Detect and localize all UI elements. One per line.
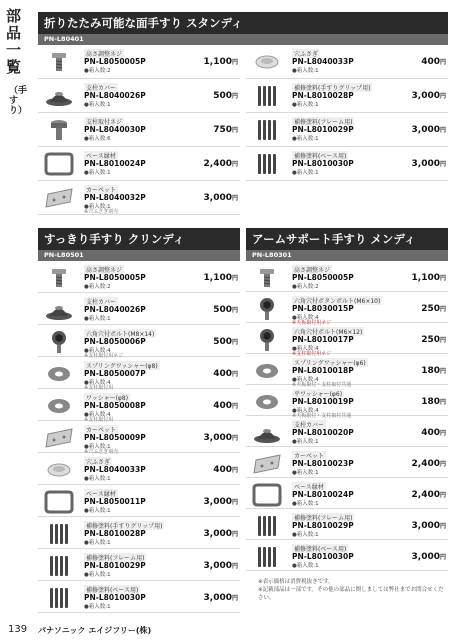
part-code: PN-L8050007P	[84, 369, 146, 378]
part-price	[213, 465, 238, 475]
part-price	[213, 91, 238, 101]
part-category: 支柱カバー	[294, 422, 325, 429]
part-category: 補修塗料(フレーム用)	[294, 119, 353, 126]
part-code: PN-L8050009P	[84, 433, 146, 442]
carpet-icon	[42, 186, 76, 210]
part-code: PN-L8010024P	[84, 159, 146, 168]
price-value: 400	[421, 428, 440, 438]
box-quantity: ●箱入数:1	[84, 476, 111, 482]
bolt-icon	[42, 118, 76, 142]
yen-unit: 円	[439, 161, 446, 168]
box-quantity: ●箱入数:2	[84, 284, 111, 290]
part-note: ※天板取付・支柱取付共通	[292, 413, 352, 419]
price-value: 400	[421, 57, 440, 67]
part-price	[204, 193, 238, 203]
box-quantity: ●箱入数:4	[84, 380, 111, 386]
part-row	[246, 263, 448, 292]
yen-unit: 円	[439, 127, 446, 134]
box-quantity: ●箱入数:1	[292, 470, 319, 476]
price-value: 3,000	[203, 561, 232, 571]
part-code: PN-L8010019P	[292, 397, 354, 406]
yen-unit: 円	[439, 93, 446, 100]
part-row	[246, 149, 448, 181]
part-price	[421, 57, 446, 67]
part-code: PN-L8040032P	[84, 193, 146, 202]
box-quantity: ●箱入数:1	[292, 532, 319, 538]
section-standy	[38, 12, 448, 45]
price-value: 3,000	[411, 552, 440, 562]
price-value: 400	[213, 401, 232, 411]
part-price	[213, 125, 238, 135]
part-category: カーペット	[294, 453, 325, 460]
yen-unit: 円	[439, 554, 446, 561]
price-value: 3,000	[411, 125, 440, 135]
section-code: PN-L80401	[38, 34, 448, 45]
screw-icon	[42, 266, 76, 290]
price-value: 3,000	[203, 433, 232, 443]
part-category: カーペット	[86, 187, 117, 194]
box-quantity: ●箱入数:1	[292, 439, 319, 445]
hex-bolt-icon	[250, 297, 284, 321]
paint-icon	[250, 118, 284, 142]
part-code: PN-L8010029P	[292, 521, 354, 530]
box-quantity: ●箱入数:4	[292, 346, 319, 352]
price-value: 3,000	[203, 497, 232, 507]
part-price	[213, 401, 238, 411]
part-row	[38, 359, 240, 389]
part-code: PN-L8010020P	[292, 428, 354, 437]
part-price	[421, 428, 446, 438]
box-quantity: ●箱入数:1	[292, 170, 319, 176]
part-price	[204, 159, 238, 169]
price-value: 3,000	[411, 91, 440, 101]
price-value: 250	[421, 335, 440, 345]
yen-unit: 円	[439, 275, 446, 282]
box-quantity: ●箱入数:1	[84, 508, 111, 514]
part-row	[246, 480, 448, 509]
part-row	[246, 387, 448, 419]
yen-unit: 円	[439, 368, 446, 375]
yen-unit: 円	[231, 59, 238, 66]
part-row	[38, 263, 240, 293]
part-note: ※支柱取付用ネジ	[84, 353, 124, 359]
box-quantity: ●箱入数:1	[84, 204, 111, 210]
price-value: 3,000	[203, 193, 232, 203]
part-category: 補修塗料(ベース用)	[294, 153, 347, 160]
part-price	[204, 497, 238, 507]
part-code: PN-L8010029P	[84, 561, 146, 570]
part-row	[38, 81, 240, 113]
box-quantity: ●箱入数:1	[84, 170, 111, 176]
box-quantity: ●箱入数:1	[84, 444, 111, 450]
washer-icon	[42, 394, 76, 418]
side-title: 部品一覧	[6, 7, 22, 76]
yen-unit: 円	[439, 523, 446, 530]
part-row	[38, 149, 240, 181]
box-quantity: ●箱入数:1	[84, 102, 111, 108]
yen-unit: 円	[231, 307, 238, 314]
part-code: PN-L8040033P	[292, 57, 354, 66]
yen-unit: 円	[231, 127, 238, 134]
price-value: 2,400	[203, 159, 232, 169]
part-category: 補修塗料(ベース用)	[86, 587, 139, 594]
price-value: 400	[213, 369, 232, 379]
box-quantity: ●箱入数:1	[292, 136, 319, 142]
part-category: 六角穴付ボルト(M6×12)	[294, 329, 363, 336]
part-row	[38, 487, 240, 517]
part-row	[246, 325, 448, 357]
price-value: 2,400	[411, 459, 440, 469]
part-code: PN-L8010024P	[292, 490, 354, 499]
part-row	[246, 418, 448, 447]
yen-unit: 円	[231, 595, 238, 602]
price-value: 180	[421, 366, 440, 376]
base-edge-icon	[250, 483, 284, 507]
part-category: 平ワッシャー(φ6)	[294, 391, 343, 398]
part-row	[38, 455, 240, 485]
yen-unit: 円	[231, 435, 238, 442]
part-category: 補修塗料(フレーム用)	[294, 515, 353, 522]
yen-unit: 円	[439, 430, 446, 437]
part-category: カーペット	[86, 427, 117, 434]
part-category: 穴ふさぎ	[294, 51, 319, 58]
part-row	[246, 511, 448, 540]
box-quantity: ●箱入数:4	[292, 377, 319, 383]
pole-cover-icon	[42, 298, 76, 322]
yen-unit: 円	[231, 195, 238, 202]
part-price	[421, 366, 446, 376]
part-note: ※天板取付用ネジ	[292, 320, 332, 326]
price-value: 3,000	[411, 159, 440, 169]
section-heading: すっきり手すり クリンディ	[38, 228, 240, 250]
part-price	[412, 459, 446, 469]
part-price	[213, 369, 238, 379]
footnote-2: ※記載部品は一部です。その他の部品に関しましては弊社までお問合せください。	[258, 587, 444, 601]
part-category: 補修塗料(フレーム用)	[86, 555, 145, 562]
pole-cover-icon	[42, 84, 76, 108]
washer-icon	[250, 359, 284, 383]
part-row	[38, 583, 240, 613]
washer-icon	[250, 390, 284, 414]
yen-unit: 円	[231, 499, 238, 506]
part-category: 高さ調整ネジ	[86, 51, 123, 58]
section-code: PN-L80501	[38, 250, 240, 261]
paint-icon	[250, 545, 284, 569]
paint-icon	[42, 586, 76, 610]
part-price	[204, 433, 238, 443]
side-index-tab	[0, 0, 30, 600]
yen-unit: 円	[439, 399, 446, 406]
part-note: ※支柱取付用	[84, 417, 114, 423]
yen-unit: 円	[439, 306, 446, 313]
box-quantity: ●箱入数:4	[84, 412, 111, 418]
box-quantity: ●箱入数:1	[292, 102, 319, 108]
yen-unit: 円	[439, 492, 446, 499]
yen-unit: 円	[231, 467, 238, 474]
part-category: 支柱カバー	[86, 85, 117, 92]
part-row	[38, 295, 240, 325]
side-subtitle: （手すり）	[9, 86, 28, 116]
part-code: PN-L8010028P	[84, 529, 146, 538]
section-mendy	[246, 228, 448, 261]
part-price	[213, 305, 238, 315]
box-quantity: ●箱入数:4	[292, 315, 319, 321]
yen-unit: 円	[231, 275, 238, 282]
paint-icon	[250, 514, 284, 538]
yen-unit: 円	[231, 403, 238, 410]
screw-icon	[42, 50, 76, 74]
paint-icon	[42, 522, 76, 546]
yen-unit: 円	[439, 59, 446, 66]
part-category: 補修塗料(ベース用)	[294, 546, 347, 553]
part-category: 高さ調整ネジ	[294, 267, 331, 274]
part-code: PN-L8030015P	[292, 304, 354, 313]
yen-unit: 円	[439, 461, 446, 468]
part-row	[246, 356, 448, 388]
box-quantity: ●箱入数:1	[84, 604, 111, 610]
carpet-icon	[250, 452, 284, 476]
part-code: PN-L8050005P	[292, 273, 354, 282]
part-code: PN-L8050005P	[84, 57, 146, 66]
part-row	[246, 81, 448, 113]
paint-icon	[250, 152, 284, 176]
part-code: PN-L8010028P	[292, 91, 354, 100]
part-row	[38, 519, 240, 549]
part-category: ワッシャー(φ8)	[86, 395, 129, 402]
screw-icon	[250, 266, 284, 290]
part-category: ベース縁材	[294, 484, 324, 491]
part-price	[421, 304, 446, 314]
part-row	[246, 449, 448, 478]
section-code: PN-L80301	[246, 250, 448, 261]
part-price	[412, 490, 446, 500]
part-row	[38, 183, 240, 215]
yen-unit: 円	[231, 339, 238, 346]
part-price	[412, 273, 446, 283]
washer-icon	[42, 362, 76, 386]
part-price	[421, 397, 446, 407]
price-value: 3,000	[203, 593, 232, 603]
box-quantity: ●箱入数:4	[292, 408, 319, 414]
price-value: 750	[213, 125, 232, 135]
part-note: ※穴ふさぎ別売	[84, 209, 119, 215]
price-value: 250	[421, 304, 440, 314]
part-price	[204, 529, 238, 539]
part-category: 支柱取付ネジ	[86, 119, 123, 126]
part-row	[38, 47, 240, 79]
box-quantity: ●箱入数:1	[292, 501, 319, 507]
price-value: 1,100	[411, 273, 440, 283]
part-category: 補修塗料(手すりグリップ用)	[294, 85, 371, 92]
yen-unit: 円	[231, 563, 238, 570]
hex-bolt-icon	[42, 330, 76, 354]
part-row	[38, 423, 240, 453]
yen-unit: 円	[231, 93, 238, 100]
part-note: ※穴ふさぎ別売	[84, 449, 119, 455]
part-row	[38, 115, 240, 147]
part-code: PN-L8050008P	[84, 401, 146, 410]
part-code: PN-L8050011P	[84, 497, 146, 506]
hex-bolt-icon	[250, 328, 284, 352]
part-price	[412, 91, 446, 101]
part-price	[204, 593, 238, 603]
price-value: 400	[213, 465, 232, 475]
part-code: PN-L8010018P	[292, 366, 354, 375]
part-price	[204, 561, 238, 571]
yen-unit: 円	[231, 531, 238, 538]
part-category: 補修塗料(手すりグリップ用)	[86, 523, 163, 530]
part-code: PN-L8010029P	[292, 125, 354, 134]
part-row	[246, 542, 448, 571]
price-value: 500	[213, 91, 232, 101]
box-quantity: ●箱入数:2	[84, 68, 111, 74]
part-category: 支柱カバー	[86, 299, 117, 306]
part-code: PN-L8050005P	[84, 273, 146, 282]
part-price	[213, 337, 238, 347]
company-name: パナソニック エイジフリー(株)	[38, 626, 152, 635]
price-value: 3,000	[203, 529, 232, 539]
box-quantity: ●箱入数:6	[84, 136, 111, 142]
part-code: PN-L8040026P	[84, 91, 146, 100]
carpet-icon	[42, 426, 76, 450]
price-value: 3,000	[411, 521, 440, 531]
part-row	[246, 47, 448, 79]
hole-cap-icon	[42, 458, 76, 482]
part-price	[412, 125, 446, 135]
price-value: 1,100	[203, 57, 232, 67]
yen-unit: 円	[231, 371, 238, 378]
part-note: ※支柱取付用	[84, 385, 114, 391]
part-code: PN-L8010030P	[292, 159, 354, 168]
part-category: スプリングワッシャー(φ6)	[294, 360, 366, 367]
hole-cap-icon	[250, 50, 284, 74]
box-quantity: ●箱入数:1	[84, 572, 111, 578]
price-value: 500	[213, 305, 232, 315]
part-price	[412, 552, 446, 562]
part-price	[412, 521, 446, 531]
part-price	[412, 159, 446, 169]
footnote-1: ※表示価格は消費税抜きです。	[258, 579, 334, 585]
box-quantity: ●箱入数:2	[292, 284, 319, 290]
part-code: PN-L8010030P	[292, 552, 354, 561]
part-code: PN-L8010023P	[292, 459, 354, 468]
price-value: 500	[213, 337, 232, 347]
part-category: 六角穴付ボルト(M8×14)	[86, 331, 155, 338]
box-quantity: ●箱入数:1	[292, 563, 319, 569]
part-code: PN-L8040033P	[84, 465, 146, 474]
base-edge-icon	[42, 152, 76, 176]
section-clindy	[38, 228, 240, 261]
footnotes	[258, 578, 448, 602]
page-footer	[0, 618, 455, 644]
box-quantity: ●箱入数:1	[292, 68, 319, 74]
part-code: PN-L8040026P	[84, 305, 146, 314]
part-row	[246, 115, 448, 147]
part-category: 六角穴付ボタンボルト(M6×10)	[294, 298, 381, 305]
part-row	[38, 391, 240, 421]
section-heading: アームサポート手すり メンディ	[246, 228, 448, 250]
pole-cover-icon	[250, 421, 284, 445]
part-code: PN-L8010030P	[84, 593, 146, 602]
part-price	[204, 57, 238, 67]
box-quantity: ●箱入数:4	[84, 348, 111, 354]
box-quantity: ●箱入数:1	[84, 540, 111, 546]
price-value: 1,100	[203, 273, 232, 283]
part-note: ※天板取付・支柱取付共通	[292, 382, 352, 388]
part-row	[246, 294, 448, 326]
part-category: 高さ調整ネジ	[86, 267, 123, 274]
part-code: PN-L8040030P	[84, 125, 146, 134]
part-category: ベース縁材	[86, 153, 116, 160]
page-number: 139	[8, 624, 28, 635]
yen-unit: 円	[231, 161, 238, 168]
part-category: 穴ふさぎ	[86, 459, 111, 466]
price-value: 180	[421, 397, 440, 407]
part-code: PN-L8010017P	[292, 335, 354, 344]
section-heading: 折りたたみ可能な面手すり スタンディ	[38, 12, 448, 34]
part-row	[38, 327, 240, 357]
part-category: スプリングワッシャー(φ8)	[86, 363, 158, 370]
part-note: ※支柱取付用ネジ	[292, 351, 332, 357]
paint-icon	[42, 554, 76, 578]
paint-icon	[250, 84, 284, 108]
part-price	[204, 273, 238, 283]
price-value: 2,400	[411, 490, 440, 500]
part-code: PN-L8050006P	[84, 337, 146, 346]
part-category: ベース縁材	[86, 491, 116, 498]
part-price	[421, 335, 446, 345]
base-edge-icon	[42, 490, 76, 514]
part-row	[38, 551, 240, 581]
yen-unit: 円	[439, 337, 446, 344]
box-quantity: ●箱入数:1	[84, 316, 111, 322]
